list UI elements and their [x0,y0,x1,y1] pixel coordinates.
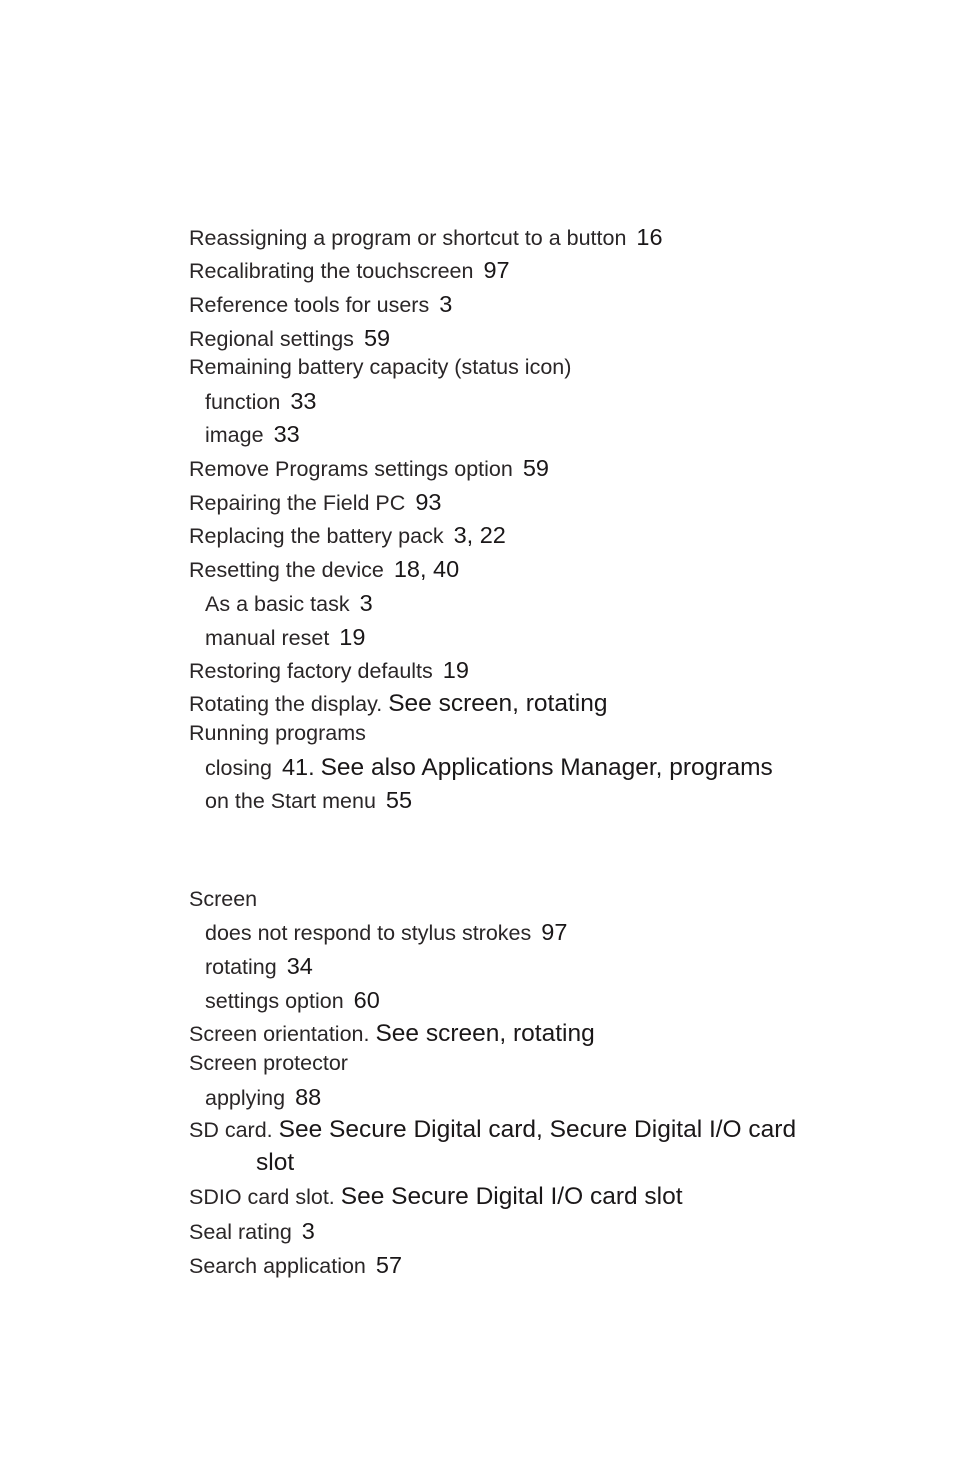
index-term: function [205,390,281,414]
page-reference[interactable]: 16 [636,224,663,250]
index-entry [189,882,257,916]
page-reference[interactable]: 19 [339,624,366,650]
page-reference[interactable]: 3 [439,291,453,317]
index-term: closing [205,756,272,780]
index-term: Rotating the display. [189,692,383,716]
index-entry [189,253,510,288]
index-term: Restoring factory defaults [189,659,433,683]
index-entry [189,716,366,750]
index-term: Screen orientation. [189,1022,370,1046]
index-term: Remaining battery capacity (status icon) [189,355,572,379]
index-entry [189,1214,315,1249]
index-subentry [205,620,365,655]
index-term: Search application [189,1254,366,1278]
page-reference[interactable]: 19 [442,657,469,683]
page-reference[interactable]: 33 [273,421,300,447]
index-term: Running programs [189,721,366,745]
index-term: Reassigning a program or shortcut to a button [189,226,627,250]
index-term: Screen protector [189,1051,348,1075]
page-reference[interactable]: 18, 40 [393,556,460,582]
see-reference[interactable]: See screen, rotating [388,690,608,717]
index-entry [189,1046,348,1080]
index-term: Replacing the battery pack [189,524,444,548]
index-subentry [205,750,773,785]
index-entry [189,485,441,520]
index-term: Repairing the Field PC [189,491,406,515]
page-reference[interactable]: 3 [359,590,373,616]
index-subentry [205,586,373,621]
index-subentry [205,983,380,1018]
index-entry [189,451,549,486]
index-subentry [205,1080,321,1115]
index-term: As a basic task [205,592,350,616]
index-entry [189,350,571,384]
see-reference-continuation[interactable]: slot [256,1149,295,1176]
index-term: Recalibrating the touchscreen [189,259,474,283]
page-reference[interactable]: 97 [483,257,510,283]
index-entry [189,220,663,255]
page-reference[interactable]: 60 [353,987,380,1013]
page-reference[interactable]: 57 [375,1252,403,1278]
index-term: does not respond to stylus strokes [205,921,532,945]
index-subentry [205,783,412,818]
index-subentry [205,949,313,984]
page-reference[interactable]: 41. [281,754,315,780]
see-reference[interactable]: See Secure Digital card, Secure Digital I/O card [278,1116,797,1143]
page-reference[interactable]: 33 [290,388,317,414]
index-term: rotating [205,955,277,979]
index-term: SD card. [189,1118,273,1142]
index-entry [189,287,452,322]
see-reference[interactable]: See screen, rotating [375,1020,595,1047]
index-term: Screen [189,887,258,911]
index-entry [189,653,469,688]
index-term: manual reset [205,626,330,650]
index-term: Resetting the device [189,558,384,582]
index-term: SDIO card slot. [189,1185,335,1209]
index-subentry [205,417,300,452]
index-entry [189,1248,402,1283]
page-reference[interactable]: 3, 22 [453,522,506,548]
page-reference[interactable]: 59 [363,325,391,351]
page-reference[interactable]: 88 [295,1084,322,1110]
see-reference[interactable]: See also Applications Manager, programs [320,754,773,781]
index-subentry [205,915,567,950]
page-reference[interactable]: 3 [301,1218,315,1244]
index-term: settings option [205,989,344,1013]
index-entry [189,1180,683,1214]
page-reference[interactable]: 34 [286,953,313,979]
index-term: on the Start menu [205,789,376,813]
index-entry [189,1113,796,1147]
index-term: applying [205,1086,286,1110]
index-entry [189,552,459,587]
index-term: Regional settings [189,327,354,351]
index-term: Seal rating [189,1220,292,1244]
page-reference[interactable]: 55 [385,787,413,813]
index-subentry [205,384,316,419]
see-reference[interactable]: See Secure Digital I/O card slot [340,1183,683,1210]
page-reference[interactable]: 93 [415,489,442,515]
index-term: image [205,423,264,447]
page-reference[interactable]: 97 [541,919,568,945]
page-reference[interactable]: 59 [522,455,549,481]
index-term: Reference tools for users [189,293,430,317]
index-entry [189,518,506,553]
index-term: Remove Programs settings option [189,457,513,481]
